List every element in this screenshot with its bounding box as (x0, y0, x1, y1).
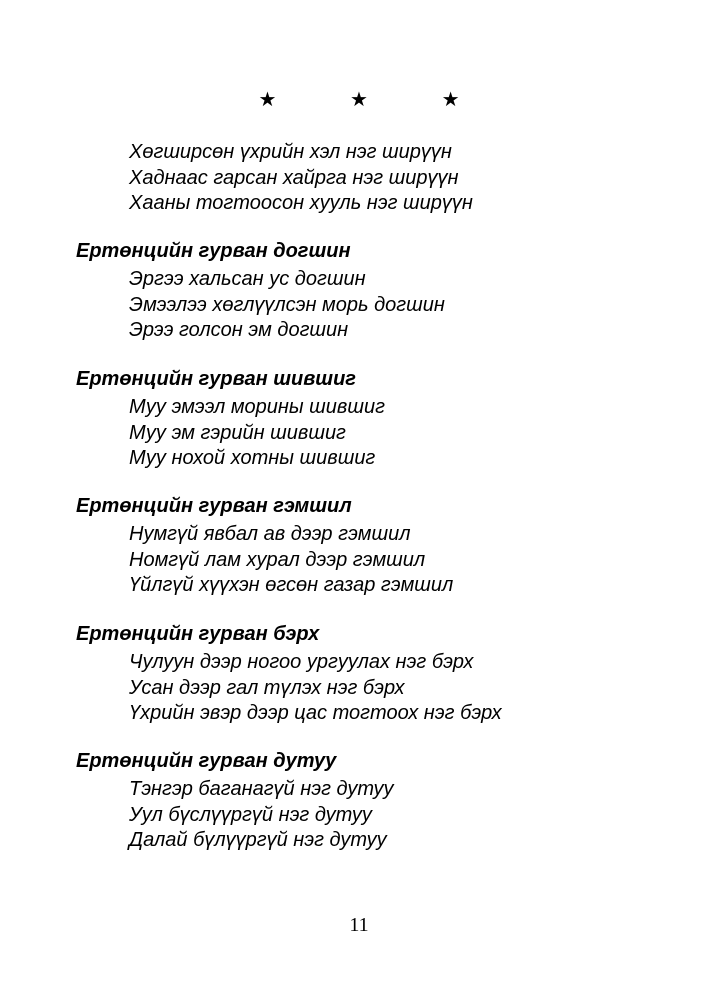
verse-line: Эргээ хальсан ус догшин (129, 268, 366, 290)
section-verse (129, 777, 394, 854)
verse-line: Муу эмээл морины шившиг (129, 396, 385, 418)
star-icon: ★ (258, 89, 277, 111)
star-ornament (0, 88, 718, 112)
verse-line: Хөгширсөн үхрийн хэл нэг ширүүн (129, 141, 452, 163)
section-heading: Ертөнцийн гурван шившиг (76, 368, 356, 390)
section-verse (129, 522, 453, 599)
verse-line: Тэнгэр баганагүй нэг дутуу (129, 778, 394, 800)
section-heading: Ертөнцийн гурван дутуу (76, 750, 337, 772)
verse-line: Хааны тогтоосон хууль нэг ширүүн (129, 192, 473, 214)
star-icon: ★ (441, 89, 460, 111)
verse-line: Үйлгүй хүүхэн өгсөн газар гэмшил (129, 574, 454, 596)
section-verse (129, 267, 445, 344)
verse-line: Усан дээр гал түлэх нэг бэрх (129, 676, 405, 699)
verse-line: Уул бүслүүргүй нэг дутуу (129, 803, 372, 826)
verse-line: Чулуун дээр ногоо ургуулах нэг бэрх (129, 651, 474, 673)
verse-line: Эрээ голсон эм догшин (129, 319, 349, 341)
section-heading: Ертөнцийн гурван бэрх (76, 623, 320, 645)
verse-line: Үхрийн эвэр дээр цас тогтоох нэг бэрх (129, 702, 502, 724)
verse-line: Номгүй лам хурал дээр гэмшил (129, 548, 426, 571)
verse-line: Муу эм гэрийн шившиг (129, 421, 346, 444)
intro-verse (129, 140, 473, 217)
star-icon: ★ (350, 89, 368, 111)
section-heading: Ертөнцийн гурван гэмшил (76, 495, 352, 517)
verse-line: Эмээлээ хөглүүлсэн морь догшин (129, 293, 445, 316)
section-verse (129, 395, 385, 472)
section-verse (129, 650, 502, 727)
page-number: 11 (349, 914, 369, 936)
verse-line: Муу нохой хотны шившиг (129, 447, 376, 469)
verse-line: Далай бүлүүргүй нэг дутуу (129, 829, 387, 851)
verse-line: Хаднаас гарсан хайрга нэг ширүүн (129, 166, 459, 189)
section-heading: Ертөнцийн гурван догшин (76, 240, 351, 262)
verse-line: Нумгүй явбал ав дээр гэмшил (129, 523, 411, 545)
